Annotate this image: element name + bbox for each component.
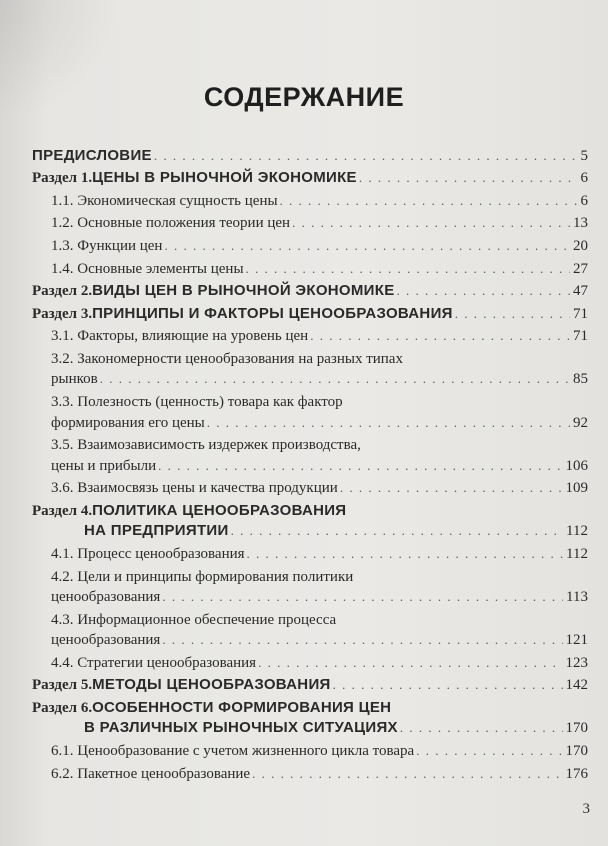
toc-entry-page: 123 [565, 654, 588, 671]
page-title: СОДЕРЖАНИЕ [203, 82, 405, 112]
toc-entry-page: 170 [565, 742, 588, 759]
toc-entry-title-cont: рынков [51, 371, 98, 388]
toc-subentry-3-1 [32, 323, 588, 346]
toc-entry-page: 121 [565, 632, 588, 649]
toc-section-6-line2 [32, 717, 588, 738]
dot-leader [231, 522, 563, 540]
table-of-contents [32, 142, 588, 783]
toc-entry-title: 4.2. Цели и принципы формирования политики [51, 568, 354, 585]
toc-subentry-4-3-line2 [32, 629, 588, 650]
toc-entry-page: 170 [565, 720, 588, 737]
dot-leader [359, 169, 578, 187]
toc-section-5 [32, 672, 588, 695]
toc-section-4-line2 [32, 520, 588, 541]
dot-leader [164, 237, 570, 255]
toc-section-3 [32, 300, 588, 323]
toc-entry-title: ВИДЫ ЦЕН В РЫНОЧНОЙ ЭКОНОМИКЕ [92, 282, 395, 300]
dot-leader [162, 631, 562, 649]
toc-entry-title-cont: В РАЗЛИЧНЫХ РЫНОЧНЫХ СИТУАЦИЯХ [84, 719, 398, 737]
page-number: 3 [582, 801, 590, 817]
toc-entry-title: 6.2. Пакетное ценообразование [51, 765, 251, 782]
toc-entry-title: 1.4. Основные элементы цены [51, 260, 244, 277]
toc-section-1 [32, 165, 588, 188]
toc-subentry-3-2-line1 [32, 345, 588, 368]
dot-leader [340, 479, 563, 497]
toc-entry-title: ПРИНЦИПЫ И ФАКТОРЫ ЦЕНООБРАЗОВАНИЯ [92, 304, 453, 322]
dot-leader [455, 305, 570, 323]
toc-entry-page: 6 [580, 192, 588, 209]
toc-section-4-line1 [32, 497, 588, 520]
toc-subentry-1-3 [32, 232, 588, 255]
dot-leader [333, 676, 563, 694]
dot-leader [292, 214, 570, 232]
toc-entry-title: 1.1. Экономическая сущность цены [51, 192, 278, 209]
toc-subentry-1-2 [32, 210, 588, 233]
toc-entry-title: 3.5. Взаимозависимость издержек производства, [51, 437, 361, 454]
toc-entry-title-cont: ценообразования [51, 589, 161, 605]
toc-entry-title: 1.3. Функции цен [51, 237, 163, 254]
dot-leader [252, 765, 562, 783]
toc-entry-page: 112 [566, 523, 588, 540]
toc-entry-title-cont: формирования его цены [51, 414, 205, 431]
toc-subentry-6-2 [32, 760, 588, 783]
toc-entry-title: 4.1. Процесс ценообразования [51, 545, 245, 562]
toc-entry-page: 71 [573, 328, 588, 345]
dot-leader [162, 588, 563, 606]
section-prefix: Раздел 1. [32, 170, 93, 187]
toc-entry-title: ПОЛИТИКА ЦЕНООБРАЗОВАНИЯ [92, 501, 347, 519]
toc-entry-title: 4.4. Стратегии ценообразования [51, 654, 257, 671]
toc-entry-title-cont: ценообразования [51, 632, 161, 649]
toc-subentry-4-4 [32, 649, 588, 672]
toc-entry-page: 6 [580, 170, 588, 187]
toc-subentry-4-2-line1 [32, 563, 588, 586]
section-prefix: Раздел 3. [32, 305, 93, 322]
toc-entry-page: 92 [573, 414, 588, 431]
toc-entry-title: ПРЕДИСЛОВИЕ [32, 146, 152, 164]
toc-entry-page: 106 [565, 457, 588, 474]
toc-subentry-3-3-line2 [32, 411, 588, 432]
toc-entry-page: 142 [565, 677, 588, 694]
toc-subentry-3-2-line2 [32, 368, 588, 389]
toc-subentry-3-6 [32, 475, 588, 498]
toc-entry-page: 85 [573, 371, 588, 388]
toc-subentry-3-3-line1 [32, 388, 588, 411]
toc-subentry-3-5-line2 [32, 454, 588, 475]
dot-leader [416, 742, 562, 760]
toc-section-6-line1 [32, 694, 588, 717]
dot-leader [310, 327, 570, 345]
dot-leader [258, 654, 562, 672]
toc-entry-page: 13 [573, 215, 588, 232]
section-prefix: Раздел 5. [32, 677, 93, 694]
section-prefix: Раздел 6. [32, 699, 93, 716]
toc-entry-title-cont: НА ПРЕДПРИЯТИИ [84, 522, 229, 540]
dot-leader [400, 719, 563, 737]
toc-subentry-6-1 [32, 737, 588, 760]
section-prefix: Раздел 2. [32, 283, 93, 300]
toc-entry-title: 3.6. Взаимосвязь цены и качества продукции [51, 480, 338, 497]
dot-leader [154, 147, 578, 165]
toc-subentry-1-4 [32, 255, 588, 278]
toc-entry-page: 109 [565, 480, 588, 497]
dot-leader [100, 370, 570, 388]
toc-entry-title: 3.1. Факторы, влияющие на уровень цен [51, 328, 309, 345]
toc-entry-page: 5 [580, 147, 588, 164]
toc-entry-page: 20 [573, 237, 588, 254]
toc-entry-page: 112 [566, 545, 588, 562]
dot-leader [246, 260, 570, 278]
toc-entry-title-cont: цены и прибыли [51, 457, 157, 474]
toc-entry-page: 27 [573, 260, 588, 277]
toc-subentry-3-5-line1 [32, 432, 588, 455]
toc-entry-title: 3.2. Закономерности ценообразования на разных типах [51, 350, 403, 367]
toc-subentry-4-1 [32, 540, 588, 563]
toc-entry-preface [32, 142, 588, 165]
toc-entry-title: 6.1. Ценообразование с учетом жизненного цикла товара [51, 742, 415, 759]
toc-entry-page: 113 [566, 589, 588, 605]
toc-subentry-4-3-line1 [32, 606, 588, 629]
toc-entry-title: ОСОБЕННОСТИ ФОРМИРОВАНИЯ ЦЕН [92, 698, 392, 716]
toc-entry-title: 4.3. Информационное обеспечение процесса [51, 611, 337, 628]
toc-entry-page: 47 [573, 283, 588, 300]
toc-subentry-1-1 [32, 187, 588, 210]
dot-leader [207, 414, 570, 432]
toc-entry-title: ЦЕНЫ В РЫНОЧНОЙ ЭКОНОМИКЕ [92, 169, 357, 187]
toc-section-2 [32, 278, 588, 301]
toc-entry-page: 176 [565, 765, 588, 782]
dot-leader [397, 282, 570, 300]
toc-entry-title: 3.3. Полезность (ценность) товара как фактор [51, 394, 343, 411]
toc-subentry-4-2-line2 [32, 586, 588, 607]
toc-entry-title: 1.2. Основные положения теории цен [51, 215, 291, 232]
section-prefix: Раздел 4. [32, 502, 93, 519]
dot-leader [247, 545, 564, 563]
toc-entry-page: 71 [573, 305, 588, 322]
dot-leader [158, 457, 562, 475]
dot-leader [280, 192, 578, 210]
toc-entry-title: МЕТОДЫ ЦЕНООБРАЗОВАНИЯ [92, 676, 331, 694]
